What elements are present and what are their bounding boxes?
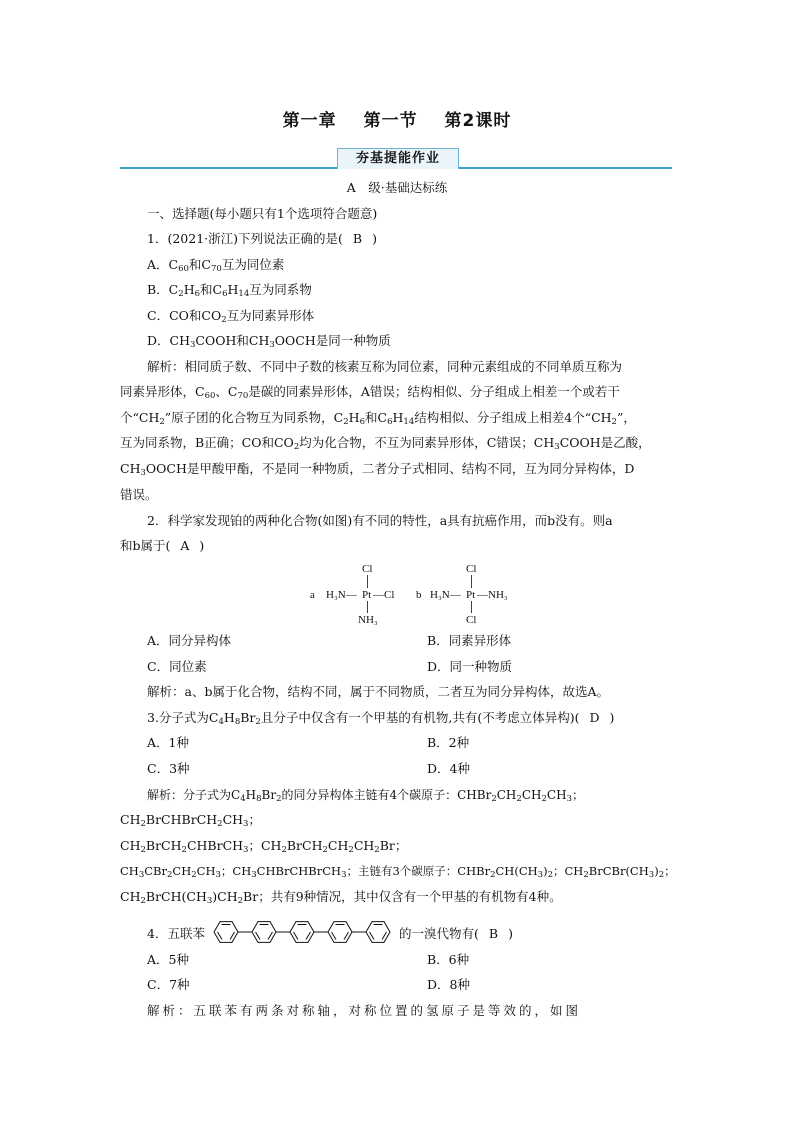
q4-option-c: C．7种 xyxy=(147,977,190,992)
q1-option-d: D．$CH_3COOH$和$CH_3OOCH$是同一种物质 xyxy=(147,333,391,350)
chapter-label: 第一章 xyxy=(282,111,337,131)
fig-a-top: Cl xyxy=(362,563,373,575)
q3-option-d: D．4种 xyxy=(427,761,470,776)
q4-option-d: D．8种 xyxy=(427,977,470,992)
q4-option-b: B．6种 xyxy=(427,952,470,967)
q1-option-a: A．$C_{60}$和$C_{70}$互为同位素 xyxy=(147,257,285,274)
pentaphenyl-structure xyxy=(210,912,400,952)
q4-stem-suffix: 的一溴代物有( B ) xyxy=(399,926,513,941)
fig-b-left: H₃N— xyxy=(430,589,461,601)
benzene-ring-2 xyxy=(252,922,276,943)
section-label: 第一节 xyxy=(363,111,418,131)
page-title xyxy=(0,106,794,131)
benzene-ring-5 xyxy=(366,922,390,943)
q1-explanation-line-1: 解析：相同质子数、不同中子数的核素互称为同位素，同种元素组成的不同单质互称为 xyxy=(147,359,623,374)
q4-answer: B xyxy=(488,926,499,941)
part-heading: 一、选择题(每小题只有1个选项符合题意) xyxy=(147,206,378,221)
q2-answer: A xyxy=(180,538,190,553)
q2-stem-line-2: 和b属于( A ) xyxy=(120,538,205,553)
fig-a-bottom: NH₃ xyxy=(358,614,378,626)
q3-answer: D xyxy=(589,710,600,725)
platinum-complex-figure xyxy=(300,558,530,630)
q1-option-b: B．$C_2H_6$和$C_6H_{14}$互为同系物 xyxy=(147,282,312,299)
q3-option-c: C．3种 xyxy=(147,761,190,776)
fig-b-top: Cl xyxy=(466,563,477,575)
q3-stem: 3.分子式为$C_4H_8Br_2$且分子中仅含有一个甲基的有机物,共有(不考虑立体异构)( D ) xyxy=(147,710,615,727)
fig-a-left: H₃N— xyxy=(326,589,357,601)
benzene-ring-1 xyxy=(214,922,238,943)
benzene-ring-4 xyxy=(328,922,352,943)
q1-option-c: C．CO和$CO_2$互为同素异形体 xyxy=(147,308,315,325)
q2-stem-line-1: 2．科学家发现铂的两种化合物(如图)有不同的特性，a具有抗癌作用，而b没有。则a xyxy=(147,513,613,528)
q3-explanation-line-4: $CH_3CBr_2CH_2CH_3$；$CH_3CHBrCHBrCH_3$；主链有3个碳原子：$CHBr_2CH(CH_3)_2$；$CH_2BrCBr(CH_3)_2$； xyxy=(120,864,676,880)
q2-explanation: 解析：a、b属于化合物，结构不同，属于不同物质，二者互为同分异构体，故选A。 xyxy=(147,684,609,699)
q2-option-d: D．同一种物质 xyxy=(427,659,513,674)
fig-a-label: a xyxy=(310,589,315,601)
q3-option-a: A．1种 xyxy=(147,735,189,750)
fig-b-center: Pt xyxy=(466,589,476,601)
fig-b-right: —NH₃ xyxy=(477,589,508,601)
benzene-ring-3 xyxy=(290,922,314,943)
q1-explanation-line-5: $CH_3OOCH$是甲酸甲酯，不是同一种物质，二者分子式相同、结构不同，互为同分异构体，D xyxy=(120,461,635,478)
q3-explanation-line-1: 解析：分子式为$C_4H_8Br_2$的同分异构体主链有4个碳原子：$CHBr_2CH_2CH_2CH_3$； xyxy=(147,788,584,804)
q1-explanation-line-2: 同素异形体，$C_{60}$、$C_{70}$是碳的同素异形体，A错误；结构相似、分子组成上相差一个或若干 xyxy=(120,384,620,401)
fig-b-bottom: Cl xyxy=(466,614,477,626)
fig-b-label: b xyxy=(416,589,422,601)
q1-explanation-line-6: 错误。 xyxy=(120,487,158,502)
q2-option-b: B．同素异形体 xyxy=(427,633,512,648)
q1-stem: 1．(2021·浙江)下列说法正确的是( B ) xyxy=(147,231,377,246)
q1-answer: B xyxy=(352,231,363,246)
q1-explanation-line-4: 互为同系物，B正确；CO和$CO_2$均为化合物，不互为同素异形体，C错误；$CH_3COOH$是乙酸， xyxy=(120,435,651,452)
fig-a-right: —Cl xyxy=(373,589,395,601)
fig-a-center: Pt xyxy=(362,589,372,601)
q2-option-a: A．同分异构体 xyxy=(147,633,232,648)
lesson-label: 第2课时 xyxy=(444,111,512,131)
q1-explanation-line-3: 个“$CH_2$”原子团的化合物互为同系物，$C_2H_6$和$C_6H_{14}$结构相似、分子组成上相差4个“$CH_2$”， xyxy=(120,410,636,427)
q4-explanation: 解析：五联苯有两条对称轴，对称位置的氢原子是等效的，如图 xyxy=(147,1003,582,1018)
q4-stem-prefix: 4．五联苯 xyxy=(147,926,205,941)
q3-option-b: B．2种 xyxy=(427,735,470,750)
q2-option-c: C．同位素 xyxy=(147,659,207,674)
q3-explanation-line-3: $CH_2BrCH_2CHBrCH_3$；$CH_2BrCH_2CH_2CH_2Br$； xyxy=(120,838,408,855)
q3-explanation-line-5: $CH_2BrCH(CH_3)CH_2Br$；共有9种情况，其中仅含有一个甲基的有机物有4种。 xyxy=(120,889,562,906)
q3-explanation-line-2: $CH_2BrCHBrCH_2CH_3$； xyxy=(120,812,261,829)
q4-option-a: A．5种 xyxy=(147,952,189,967)
level-heading: A 级·基础达标练 xyxy=(346,180,448,195)
section-banner: 夯基提能作业 xyxy=(337,148,459,169)
